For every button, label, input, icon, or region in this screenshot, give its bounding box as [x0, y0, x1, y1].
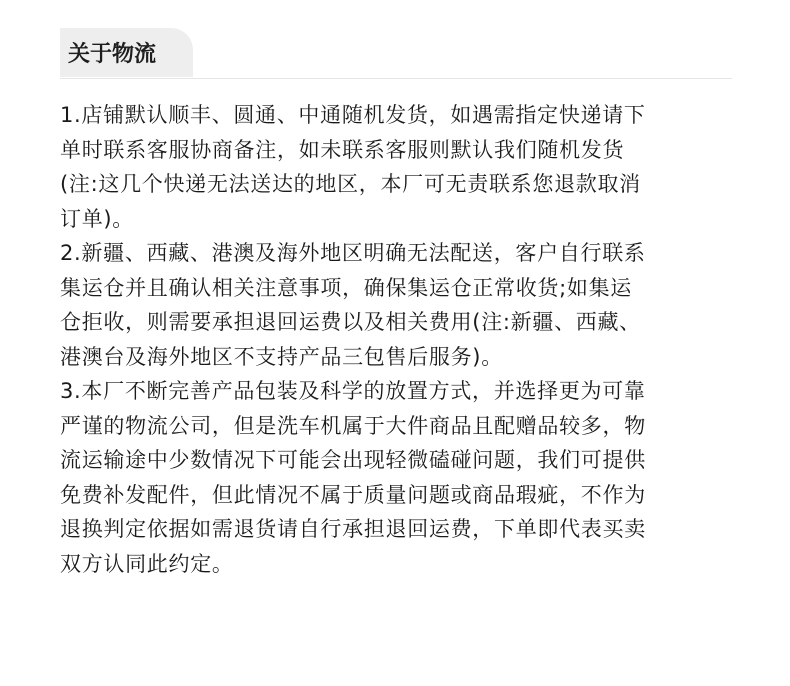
notice-line: 1.店铺默认顺丰、圆通、中通随机发货，如遇需指定快递请下	[60, 103, 646, 127]
notice-line: 集运仓并且确认相关注意事项，确保集运仓正常收货;如集运	[60, 275, 632, 300]
notice-line: (注:这几个快递无法送达的地区，本厂可无责联系您退款取消	[60, 172, 641, 196]
notice-line: 退换判定依据如需退货请自行承担退回运费，下单即代表买卖	[60, 517, 646, 541]
notice-line: 严谨的物流公司，但是洗车机属于大件商品且配赠品较多，物	[60, 413, 646, 438]
notice-line: 流运输途中少数情况下可能会出现轻微磕碰问题，我们可提供	[60, 448, 646, 472]
notice-line: 免费补发配件，但此情况不属于质量问题或商品瑕疵，不作为	[60, 482, 646, 507]
logistics-notice	[60, 98, 736, 581]
notice-line: 双方认同此约定。	[60, 551, 234, 576]
notice-line: 单时联系客服协商备注，如未联系客服则默认我们随机发货	[60, 137, 625, 162]
notice-line: 港澳台及海外地区不支持产品三包售后服务)。	[60, 344, 503, 369]
notice-line: 3.本厂不断完善产品包装及科学的放置方式，并选择更为可靠	[60, 379, 646, 403]
notice-line: 仓拒收，则需要承担退回运费以及相关费用(注:新疆、西藏、	[60, 310, 641, 334]
notice-line: 订单)。	[60, 206, 134, 231]
notice-line: 2.新疆、西藏、港澳及海外地区明确无法配送，客户自行联系	[60, 241, 646, 265]
section-header	[60, 28, 732, 79]
section-title: 关于物流	[60, 28, 193, 77]
